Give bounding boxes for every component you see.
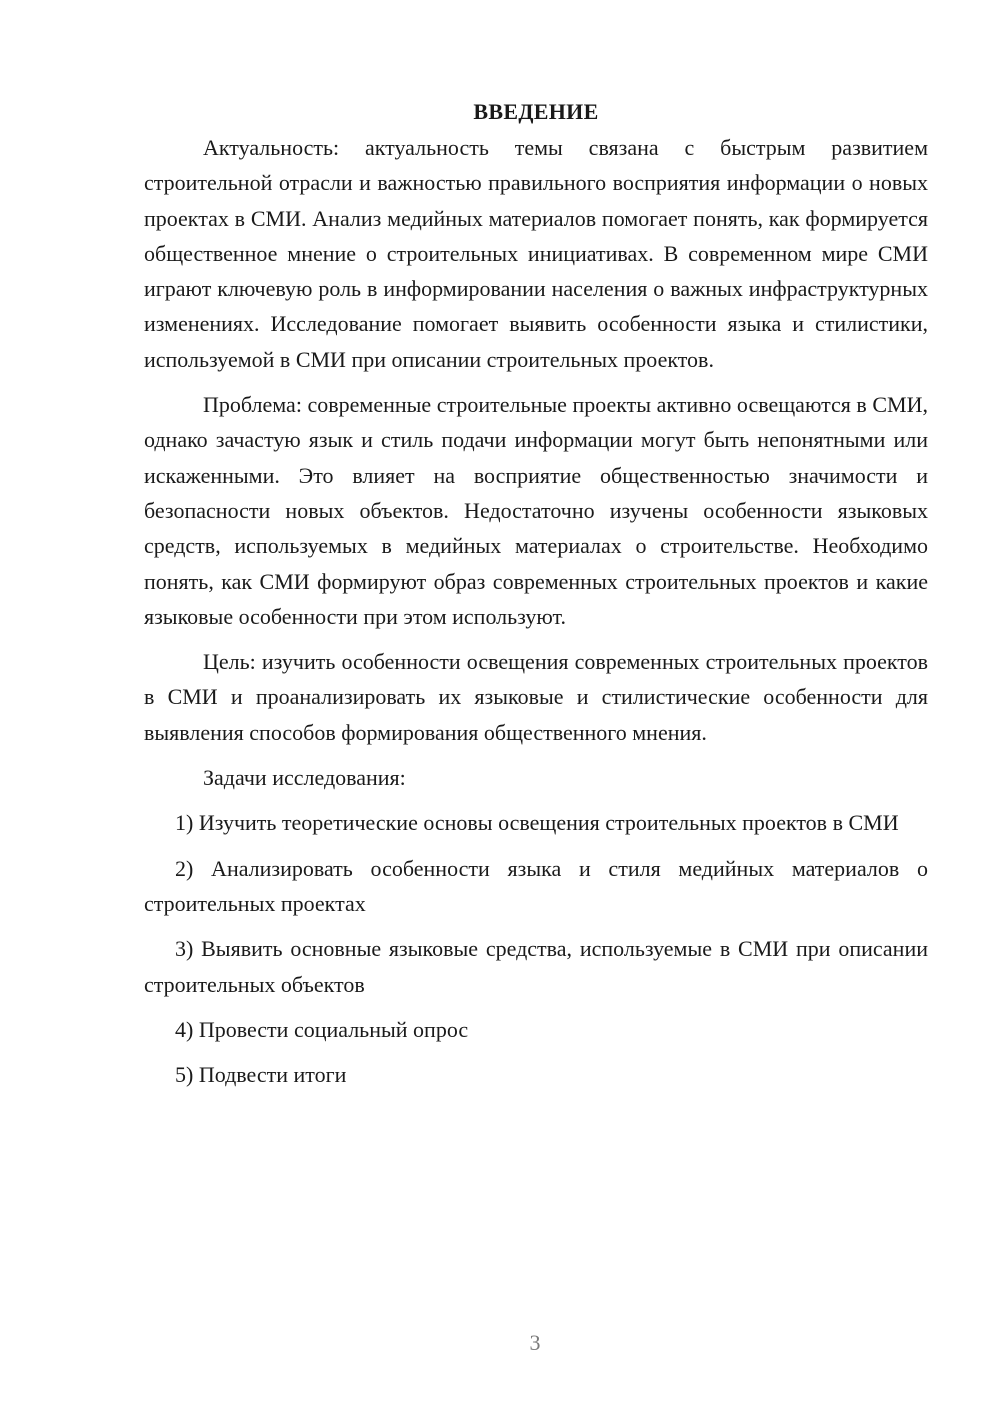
task-item: 5) Подвести итоги [175,1062,347,1088]
tasks-heading: Задачи исследования: [203,765,406,791]
section-title: ВВЕДЕНИЕ [473,99,599,124]
paragraph-problem: Проблема: современные строительные проекты активно освещаются в СМИ, однако зачастую язык и стиль подачи информации могут быть непонятными или искаженными. Это влияет на восприятие общественностью значимости и безопасности новых объектов. Недостаточно изучены особенности языковых средств, используемых в медийных материалах о строительстве. Необходимо понять, как СМИ формируют образ современных строительных проектов и какие языковые особенности при этом используют. [144,392,928,629]
page-number: 3 [529,1330,541,1355]
task-item: 3) Выявить основные языковые средства, используемые в СМИ при описании строительных объектов [144,936,928,997]
document-body [144,94,928,1102]
task-item: 4) Провести социальный опрос [175,1016,469,1042]
task-item: 2) Анализировать особенности языка и стиля медийных материалов о строительных проектах [144,855,928,916]
task-item: 1) Изучить теоретические основы освещения строительных проектов в СМИ [175,810,899,836]
paragraph-relevance: Актуальность: актуальность темы связана с быстрым развитием строительной отрасли и важностью правильного восприятия информации о новых проектах в СМИ. Анализ медийных материалов помогает понять, как формируется общественное мнение о строительных инициативах. В современном мире СМИ играют ключевую роль в информировании населения о важных инфраструктурных изменениях. Исследование помогает выявить особенности языка и стилистики, используемой в СМИ при описании строительных проектов. [144,135,928,372]
paragraph-goal: Цель: изучить особенности освещения современных строительных проектов в СМИ и проанализировать их языковые и стилистические особенности для выявления способов формирования общественного мнения. [144,649,928,745]
